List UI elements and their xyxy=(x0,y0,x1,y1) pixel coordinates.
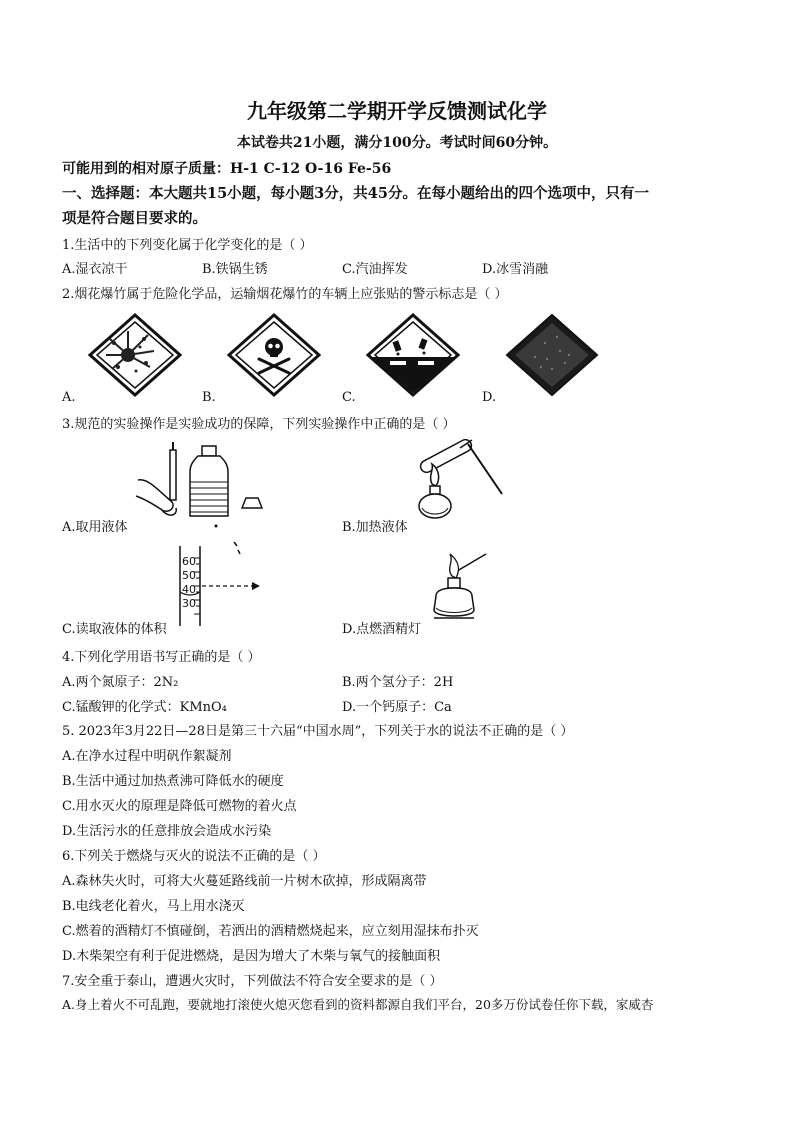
q1-option-b: B.铁锅生锈 xyxy=(202,262,268,277)
alcohol-lamp-icon xyxy=(424,552,494,628)
q5-option-c: C.用水灭火的原理是降低可燃物的着火点 xyxy=(62,799,297,814)
explosive-sign-icon xyxy=(88,313,182,397)
q3-option-c: C.读取液体的体积 xyxy=(62,622,167,637)
toxic-sign-icon xyxy=(227,313,321,397)
q2-option-d: D. xyxy=(482,390,497,405)
question-1-stem: 1.生活中的下列变化属于化学变化的是（ ） xyxy=(62,238,313,253)
exam-subtitle: 本试卷共21小题，满分100分。考试时间60分钟。 xyxy=(236,135,558,151)
q3-option-b: B.加热液体 xyxy=(342,520,408,535)
q5-option-d: D.生活污水的任意排放会造成水污染 xyxy=(62,824,272,839)
question-5-stem: 5. 2023年3月22日—28日是第三十六届“中国水周”，下列关于水的说法不正确的是（ ） xyxy=(62,724,574,739)
dark-hazard-sign-icon xyxy=(505,313,599,397)
q3-option-d: D.点燃酒精灯 xyxy=(342,622,422,637)
atomic-masses: 可能用到的相对原子质量：H-1 C-12 O-16 Fe-56 xyxy=(62,161,392,177)
q4-option-b: B.两个氢分子：2H xyxy=(342,675,454,690)
q4-option-d: D.一个钙原子：Ca xyxy=(342,700,452,715)
q2-option-b: B. xyxy=(202,390,216,405)
q1-option-c: C.汽油挥发 xyxy=(342,262,408,277)
corrosive-sign-icon xyxy=(366,313,460,397)
question-6-stem: 6.下列关于燃烧与灭火的说法不正确的是（ ） xyxy=(62,849,326,864)
q6-option-d: D.木柴架空有利于促进燃烧，是因为增大了木柴与氧气的接触面积 xyxy=(62,949,441,964)
heating-test-tube-icon xyxy=(410,436,510,526)
q1-option-a: A.湿衣凉干 xyxy=(62,262,128,277)
q5-option-b: B.生活中通过加热煮沸可降低水的硬度 xyxy=(62,774,284,789)
tick-40: 40 xyxy=(182,583,196,596)
question-2-stem: 2.烟花爆竹属于危险化学品，运输烟花爆竹的车辆上应张贴的警示标志是（ ） xyxy=(62,287,508,302)
section-heading-line2: 项是符合题目要求的。 xyxy=(62,210,207,227)
q6-option-c: C.燃着的酒精灯不慎碰倒，若洒出的酒精燃烧起来，应立刻用湿抹布扑灭 xyxy=(62,924,479,939)
section-heading-line1: 一、选择题：本大题共15小题，每小题3分，共45分。在每小题给出的四个选项中，只有一 xyxy=(62,185,649,202)
question-3-stem: 3.规范的实验操作是实验成功的保障，下列实验操作中正确的是（ ） xyxy=(62,417,456,432)
cylinder-tick-labels xyxy=(182,555,196,611)
q2-option-c: C. xyxy=(342,390,356,405)
q4-option-c: C.锰酸钾的化学式：KMnO₄ xyxy=(62,700,227,715)
q1-option-d: D.冰雪消融 xyxy=(482,262,549,277)
pipette-bottle-icon xyxy=(128,440,268,530)
tick-30: 30 xyxy=(182,597,196,610)
q3-option-a: A.取用液体 xyxy=(62,520,128,535)
q5-option-a: A.在净水过程中明矾作絮凝剂 xyxy=(62,749,232,764)
tick-50: 50 xyxy=(182,569,196,582)
q7-option-a: A.身上着火不可乱跑，要就地打滚使火熄灭您看到的资料都源自我们平台，20多万份试卷任你下载，家威杏 xyxy=(62,997,654,1012)
question-4-stem: 4.下列化学用语书写正确的是（ ） xyxy=(62,650,261,665)
q4-option-a: A.两个氮原子：2N₂ xyxy=(62,675,179,690)
tick-60: 60 xyxy=(182,555,196,568)
q6-option-a: A.森林失火时，可将大火蔓延路线前一片树木砍掉，形成隔离带 xyxy=(62,874,427,889)
q2-option-a: A. xyxy=(62,390,76,405)
q6-option-b: B.电线老化着火，马上用水浇灭 xyxy=(62,899,245,914)
question-7-stem: 7.安全重于泰山，遭遇火灾时，下列做法不符合安全要求的是（ ） xyxy=(62,974,443,989)
page-title: 九年级第二学期开学反馈测试化学 xyxy=(247,99,547,123)
